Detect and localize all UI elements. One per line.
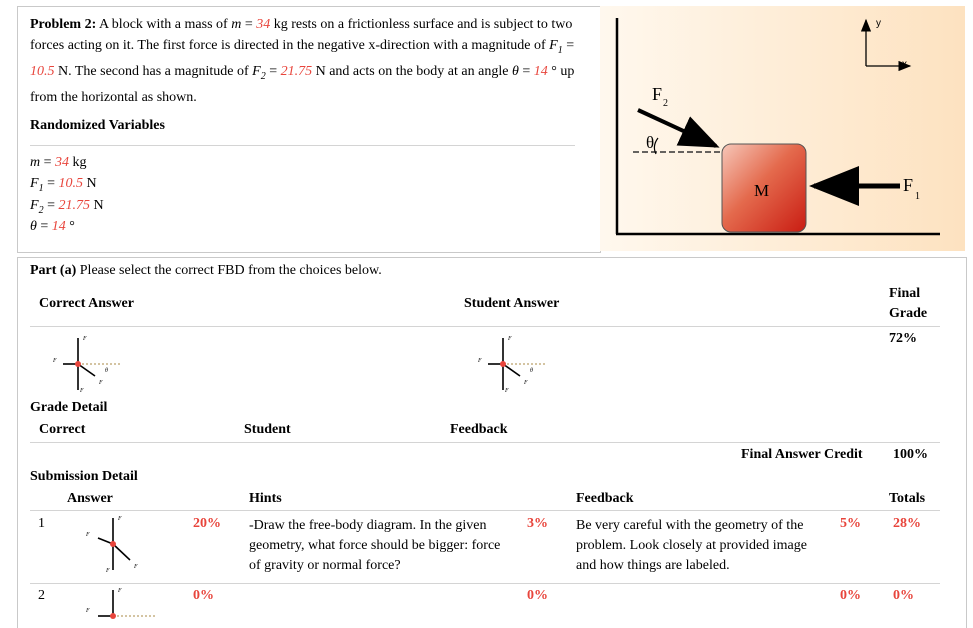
hint-text: -Draw the free-body diagram. In the given geometry, what force should be bigger: force of gravity or normal force?: [249, 518, 501, 573]
submission-detail-title: Submission Detail: [30, 469, 138, 484]
final-grade-value: 72%: [889, 331, 917, 346]
diagram-f1-label: F: [903, 175, 914, 195]
total-percent: 28%: [893, 516, 921, 531]
equals: =: [43, 176, 59, 191]
final-grade-header-2: Grade: [889, 306, 928, 321]
hint-percent: 3%: [527, 516, 548, 531]
fbd-f2-label: F: [134, 564, 138, 570]
fbd-fn-label: F: [118, 588, 122, 594]
sub-col-totals: Totals: [889, 491, 926, 506]
fbd-f1-label: F: [53, 358, 57, 364]
correct-fbd-image: [45, 332, 130, 397]
final-grade-header-1: Final: [889, 286, 921, 301]
equals: =: [518, 63, 534, 79]
axis-x-label: x: [902, 59, 907, 70]
equals: =: [43, 198, 59, 213]
theta-symbol: θ: [511, 63, 519, 79]
part-a-label: Part (a): [30, 263, 77, 278]
problem-diagram: [600, 6, 965, 251]
row-number: 2: [38, 588, 45, 603]
divider: [30, 442, 940, 443]
part-a-text: Please select the correct FBD from the choices below.: [76, 263, 382, 278]
fbd-fn-label: F: [118, 516, 122, 522]
problem-text: ° up from the horizontal as shown.: [30, 63, 575, 105]
theta-symbol: θ: [30, 219, 37, 234]
fbd-f1-label: F: [86, 532, 90, 538]
unit: kg: [69, 155, 87, 170]
diagram-f1-sub: 1: [915, 191, 920, 202]
divider: [30, 510, 940, 511]
problem-label: Problem 2:: [30, 17, 97, 32]
fbd-fn-label: F: [508, 336, 512, 342]
divider: [30, 583, 940, 584]
divider: [30, 326, 940, 327]
f1-symbol: F: [549, 38, 558, 53]
diagram-f2-label: F: [652, 84, 663, 104]
f2-value: 21.75: [280, 63, 313, 79]
f1-symbol: F: [30, 176, 39, 191]
grade-col-student: Student: [244, 422, 291, 437]
equals: =: [40, 155, 56, 170]
problem-text: A block with a mass of: [98, 17, 232, 32]
equals: =: [562, 38, 575, 53]
f1-value: 10.5: [58, 176, 83, 191]
f2-subscript: 2: [38, 204, 44, 216]
row-number: 1: [38, 516, 45, 531]
problem-text: N and acts on the body at an angle: [312, 63, 512, 79]
fbd-f2-label: F: [524, 380, 528, 386]
fbd-fg-label: F: [505, 388, 509, 394]
axis-y-label: y: [876, 18, 881, 29]
diagram-f2-sub: 2: [663, 98, 668, 109]
fbd-theta-label: θ: [105, 368, 108, 374]
fbd-fg-label: F: [80, 388, 84, 394]
sub-col-answer: Answer: [67, 491, 113, 506]
theta-value: 14: [51, 219, 66, 234]
unit: N: [89, 198, 104, 213]
f2-symbol: F: [30, 198, 39, 213]
randomized-variables-title: Randomized Variables: [30, 118, 165, 133]
mass-value: 34: [256, 17, 271, 32]
fbd-f1-label: F: [86, 608, 90, 614]
fbd-fg-label: F: [106, 568, 110, 574]
unit: °: [65, 219, 75, 234]
fbd-theta-label: θ: [530, 368, 533, 374]
student-answer-header: Student Answer: [464, 296, 560, 311]
grade-col-feedback: Feedback: [450, 422, 508, 437]
submission-fbd-image: [80, 512, 165, 577]
problem-text: kg rests on a frictionless surface and is subject to two forces acting on it. The first force is directed in the negative x-direction with a magnitude of: [30, 17, 573, 53]
final-answer-credit-label: Final Answer Credit: [741, 447, 863, 462]
unit: N: [82, 176, 97, 191]
hint-percent: 0%: [527, 588, 548, 603]
answer-percent: 0%: [193, 588, 214, 603]
problem-frame: [17, 6, 601, 253]
fbd-fn-label: F: [83, 336, 87, 342]
student-fbd-image: [470, 332, 555, 397]
f1-subscript: 1: [557, 44, 563, 56]
f2-value: 21.75: [58, 198, 90, 213]
f1-subscript: 1: [38, 182, 44, 194]
f1-value: 10.5: [30, 63, 55, 79]
part-a-prompt: [30, 263, 382, 279]
total-percent: 0%: [893, 588, 914, 603]
block-label: M: [754, 181, 770, 200]
theta-value: 14: [533, 63, 548, 79]
mass-symbol: m: [231, 17, 242, 32]
diagram-theta-label: θ: [646, 133, 655, 152]
answer-percent: 20%: [193, 516, 221, 531]
problem-text: N. The second has a magnitude of: [54, 63, 253, 79]
correct-answer-header: Correct Answer: [39, 296, 134, 311]
f2-subscript: 2: [260, 70, 266, 82]
grade-col-correct: Correct: [39, 422, 86, 437]
feedback-text: Be very careful with the geometry of the problem. Look closely at provided image and how things are labeled.: [576, 518, 807, 573]
sub-col-hints: Hints: [249, 491, 282, 506]
mass-value: 34: [55, 155, 70, 170]
mass-symbol: m: [30, 155, 41, 170]
feedback-percent: 0%: [840, 588, 861, 603]
feedback-percent: 5%: [840, 516, 861, 531]
submission-fbd-image: [80, 584, 165, 624]
fbd-f2-label: F: [99, 380, 103, 386]
fbd-f1-label: F: [478, 358, 482, 364]
equals: =: [36, 219, 52, 234]
final-answer-credit-value: 100%: [893, 447, 928, 462]
sub-col-feedback: Feedback: [576, 491, 634, 506]
grade-detail-title: Grade Detail: [30, 400, 108, 415]
equals: =: [241, 17, 257, 32]
equals: =: [265, 63, 281, 79]
f2-symbol: F: [252, 63, 261, 79]
